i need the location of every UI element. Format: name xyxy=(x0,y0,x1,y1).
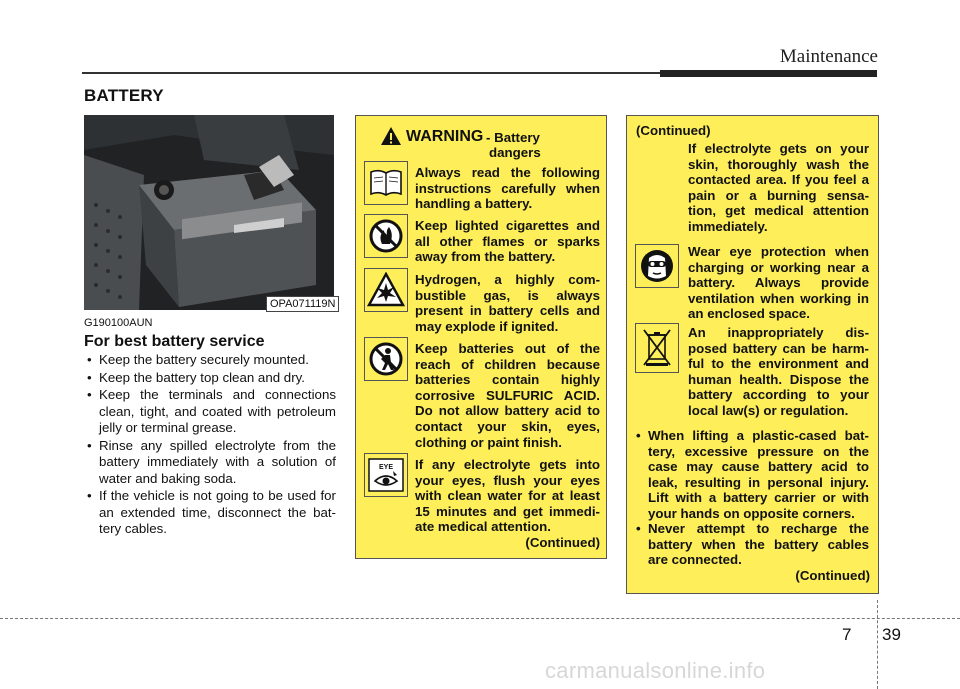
warning-subtitle: - Battery xyxy=(486,130,540,145)
list-item: • Keep the battery securely mounted. xyxy=(84,352,336,369)
bullet-icon: • xyxy=(636,428,641,443)
section-title: BATTERY xyxy=(84,86,164,105)
bullet-text: Never attempt to recharge the battery when the battery cables are connected. xyxy=(648,521,869,568)
footer-divider xyxy=(877,600,878,689)
acid-eye-icon xyxy=(364,453,408,497)
continued-label: (Continued) xyxy=(636,123,711,138)
photo-reference-label: OPA071119N xyxy=(266,296,339,312)
warning-subtitle-2: dangers xyxy=(489,145,541,160)
running-header: Maintenance xyxy=(779,46,878,67)
warning-box-continued xyxy=(626,115,879,594)
warning-item-text: Keep batteries out of the reach of children because batteries contain highly corrosive SULFURIC ACID. Do not allow battery acid to contact your skin, eyes, clothing or paint finish. xyxy=(415,341,600,450)
bullet-item xyxy=(635,428,869,522)
list-item: • Keep the battery top clean and dry. xyxy=(84,370,336,387)
warning-item-text: Keep lighted cigarettes and all other flames or sparks away from the battery. xyxy=(415,218,600,265)
keep-children-away-icon xyxy=(364,337,408,381)
warning-title: WARNING xyxy=(406,128,484,145)
warning-item-text: If any electrolyte gets into your eyes, flush your eyes with clean water for at least 15 minutes and get immedi-ate medical attention. xyxy=(415,457,600,535)
svg-text:EYE: EYE xyxy=(378,464,394,471)
warning-item-text: Hydrogen, a highly com-bustible gas, is always present in battery cells and may explode if ignited. xyxy=(415,272,600,334)
footer-rule xyxy=(0,618,960,619)
chapter-number: 7 xyxy=(842,625,852,644)
eye-protection-icon xyxy=(635,244,679,288)
bullet-text: When lifting a plastic-cased bat-tery, excessive pressure on the case may cause battery acid to leak, resulting in personal injury. Lift with a battery carrier or with your hands on opposite corners. xyxy=(648,428,869,521)
warning-triangle-icon xyxy=(380,126,402,151)
warning-item-text: An inappropriately dis-posed battery can be harm-ful to the environment and human health. Dispose the battery according to your local law(s) or regulation. xyxy=(688,325,869,418)
continued-label: (Continued) xyxy=(525,535,600,550)
book-icon xyxy=(364,161,408,205)
page-number: 39 xyxy=(882,625,901,644)
section-code: G190100AUN xyxy=(84,317,153,329)
battery-photo xyxy=(84,115,334,310)
continued-label: (Continued) xyxy=(795,568,870,583)
warning-item-text: Always read the following instructions carefully when handling a battery. xyxy=(415,165,600,212)
no-flame-icon xyxy=(364,214,408,258)
explosion-icon xyxy=(364,268,408,312)
crossed-bin-icon xyxy=(635,323,679,373)
list-item: • If the vehicle is not going to be used for an extended time, disconnect the bat-tery cables. xyxy=(84,488,336,538)
header-rule-accent xyxy=(660,70,877,77)
bullet-icon: • xyxy=(636,521,641,536)
warning-box xyxy=(355,115,607,559)
warning-item-text: If electrolyte gets on your skin, thoroughly wash the contacted area. If you feel a pain or a burning sensa-tion, get medical attention immediately. xyxy=(688,141,869,234)
list-item: • Keep the terminals and connections clean, tight, and coated with petroleum jelly or terminal grease. xyxy=(84,387,336,437)
bullet-item xyxy=(635,521,869,568)
battery-illustration xyxy=(84,115,334,310)
subsection-heading: For best battery service xyxy=(84,333,265,350)
watermark: carmanualsonline.info xyxy=(545,658,766,683)
warning-item-text: Wear eye protection when charging or working near a battery. Always provide ventilation when working in an enclosed space. xyxy=(688,244,869,322)
list-item: • Rinse any spilled electrolyte from the battery immediately with a solution of water and baking soda. xyxy=(84,438,336,488)
battery-tips-list xyxy=(84,352,336,539)
